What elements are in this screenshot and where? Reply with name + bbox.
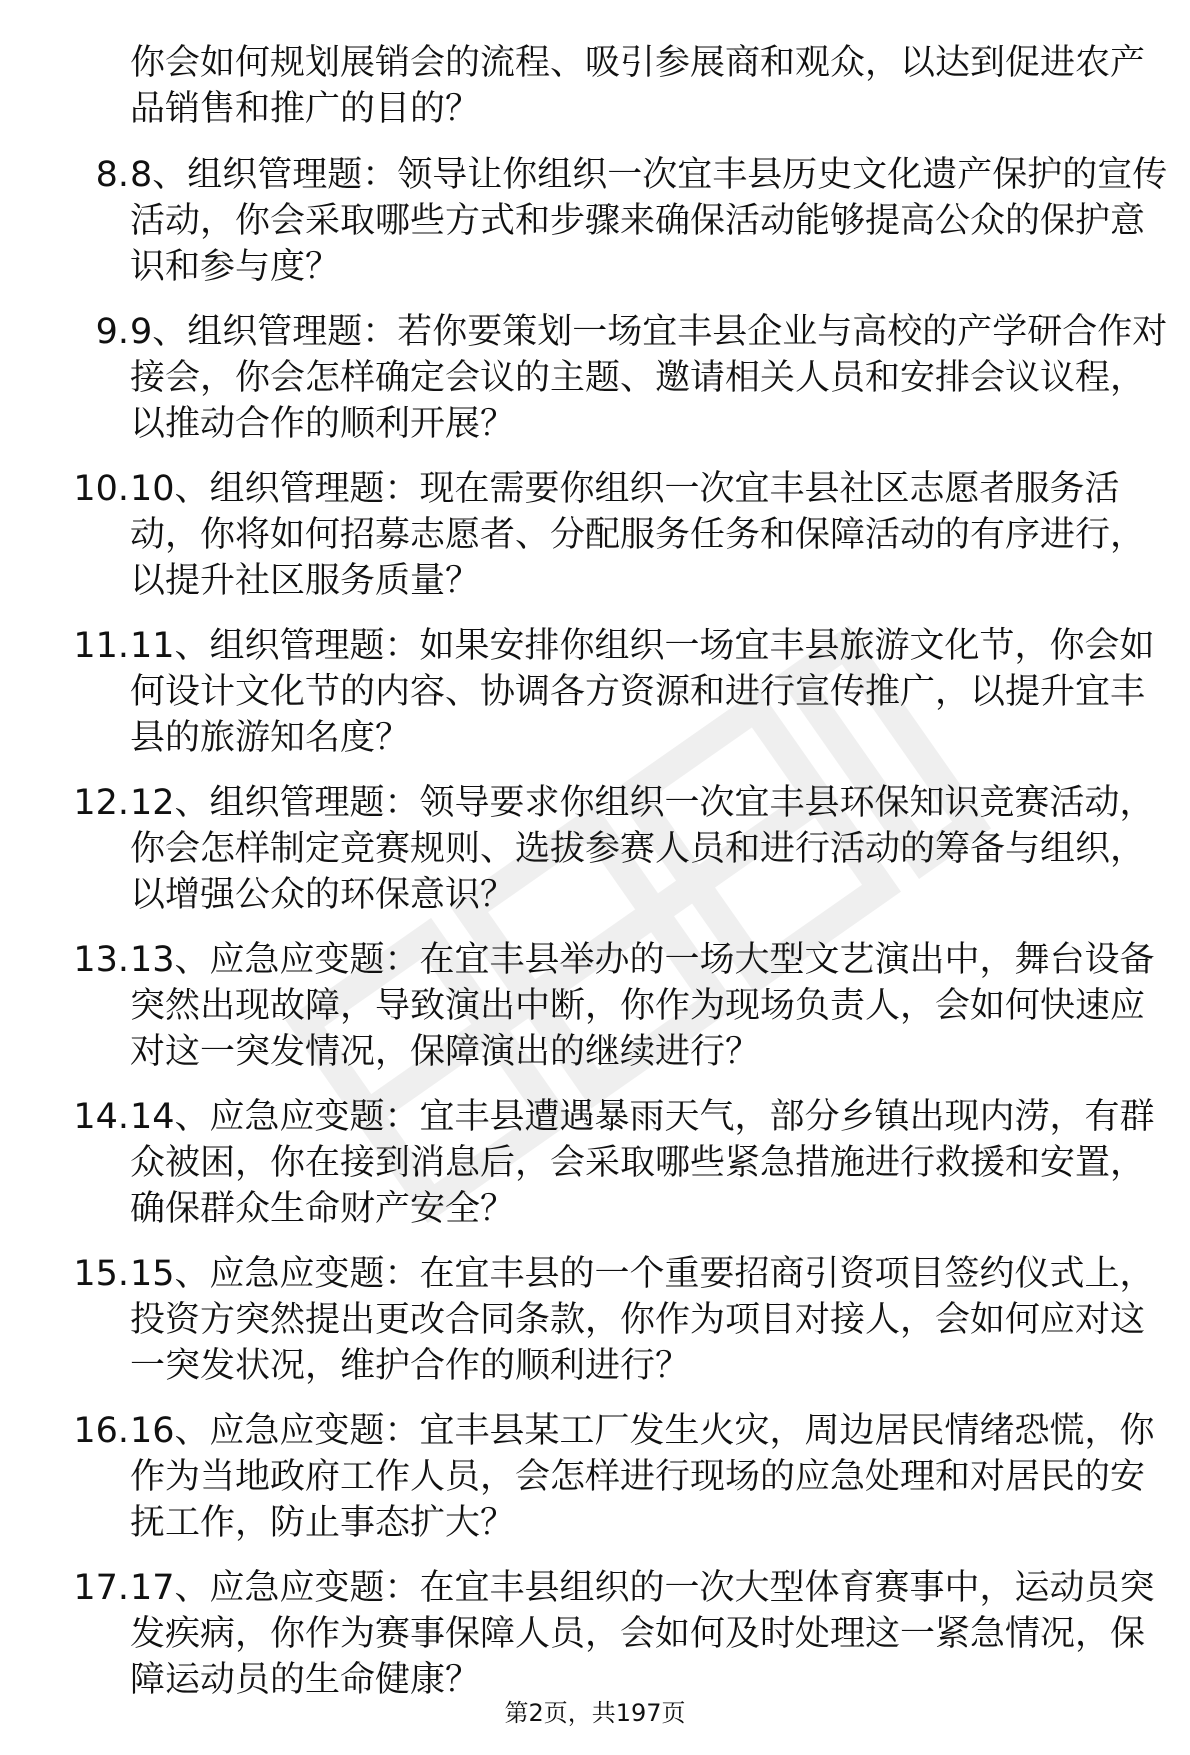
- list-item: [0, 1094, 1190, 1232]
- list-item-number: 10.: [73, 469, 129, 509]
- list-item: [0, 309, 1190, 447]
- list-item-number: 16.: [73, 1411, 129, 1451]
- list-item-text: 9、组织管理题：若你要策划一场宜丰县企业与高校的产学研合作对接会，你会怎样确定会议的主题、邀请相关人员和安排会议议程，以推动合作的顺利开展？: [130, 312, 1168, 444]
- list-item-text: 17、应急应变题：在宜丰县组织的一次大型体育赛事中，运动员突发疾病，你作为赛事保障人员，会如何及时处理这一紧急情况，保障运动员的生命健康？: [130, 1568, 1155, 1700]
- list-item-text: 13、应急应变题：在宜丰县举办的一场大型文艺演出中，舞台设备突然出现故障，导致演出中断，你作为现场负责人，会如何快速应对这一突发情况，保障演出的继续进行？: [130, 940, 1155, 1072]
- list-item: [0, 1408, 1190, 1546]
- continued-question-text: 你会如何规划展销会的流程、吸引参展商和观众，以达到促进农产品销售和推广的目的？: [130, 43, 1146, 129]
- list-item-number: 14.: [73, 1097, 129, 1137]
- list-item-number: 15.: [73, 1254, 129, 1294]
- list-item: [0, 152, 1190, 290]
- list-item-text: 14、应急应变题：宜丰县遭遇暴雨天气，部分乡镇出现内涝，有群众被困，你在接到消息后，会采取哪些紧急措施进行救援和安置，确保群众生命财产安全？: [130, 1097, 1155, 1229]
- question-list: [0, 40, 1190, 1722]
- list-item-number: 13.: [73, 940, 129, 980]
- list-item: [0, 466, 1190, 604]
- list-item-text: 10、组织管理题：现在需要你组织一次宜丰县社区志愿者服务活动，你将如何招募志愿者、分配服务任务和保障活动的有序进行，以提升社区服务质量？: [130, 469, 1146, 601]
- list-item-number: 8.: [95, 155, 129, 195]
- list-item: [0, 780, 1190, 918]
- list-item-text: 15、应急应变题：在宜丰县的一个重要招商引资项目签约仪式上，投资方突然提出更改合同条款，你作为项目对接人，会如何应对这一突发状况，维护合作的顺利进行？: [130, 1254, 1155, 1386]
- list-item-number: 12.: [73, 783, 129, 823]
- list-item: [0, 1251, 1190, 1389]
- list-item-text: 16、应急应变题：宜丰县某工厂发生火灾，周边居民情绪恐慌，你作为当地政府工作人员，会怎样进行现场的应急处理和对居民的安抚工作，防止事态扩大？: [130, 1411, 1155, 1543]
- list-item-text: 12、组织管理题：领导要求你组织一次宜丰县环保知识竞赛活动，你会怎样制定竞赛规则、选拔参赛人员和进行活动的筹备与组织，以增强公众的环保意识？: [130, 783, 1155, 915]
- list-item-number: 9.: [95, 312, 129, 352]
- list-item: [0, 1565, 1190, 1703]
- page-number: 第2页，共197页: [504, 1699, 686, 1727]
- list-item: [0, 937, 1190, 1075]
- list-item-number: 17.: [73, 1568, 129, 1608]
- list-item: [0, 623, 1190, 761]
- list-item-number: 11.: [73, 626, 129, 666]
- list-item-text: 8、组织管理题：领导让你组织一次宜丰县历史文化遗产保护的宣传活动，你会采取哪些方式和步骤来确保活动能够提高公众的保护意识和参与度？: [130, 155, 1168, 287]
- list-item-text: 11、组织管理题：如果安排你组织一场宜丰县旅游文化节，你会如何设计文化节的内容、协调各方资源和进行宣传推广，以提升宜丰县的旅游知名度？: [130, 626, 1155, 758]
